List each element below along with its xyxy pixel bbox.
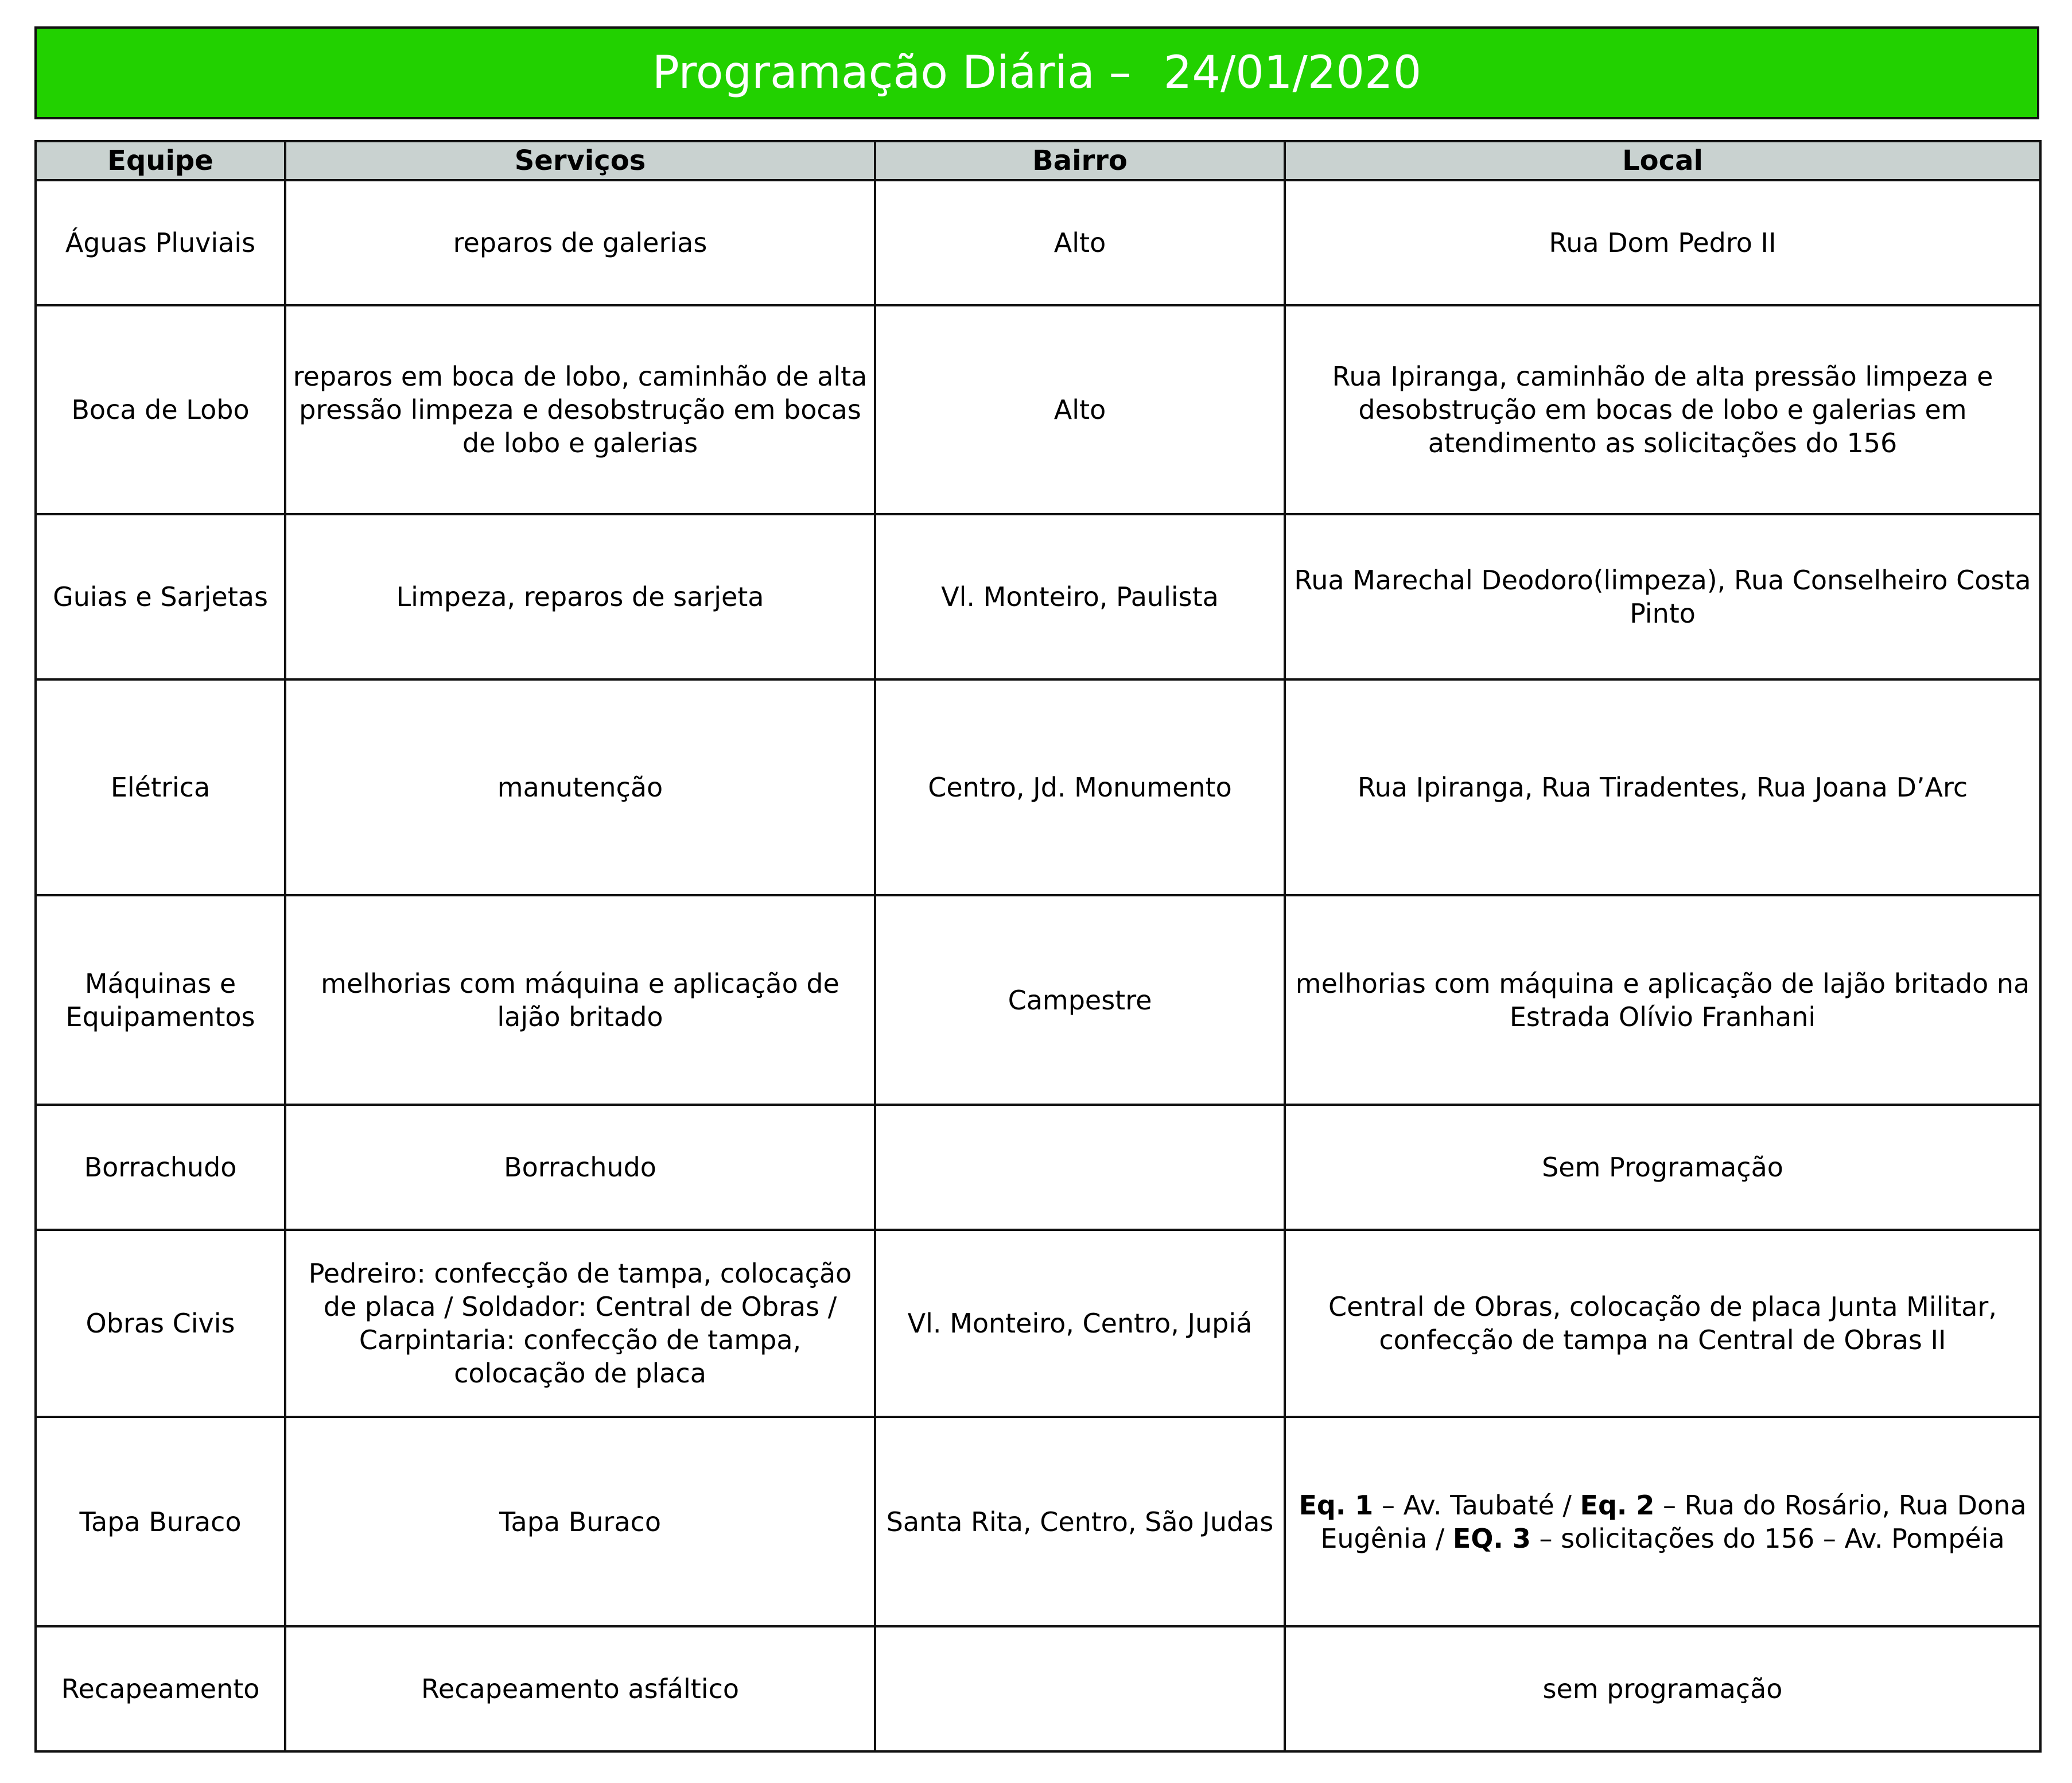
header-bairro: Bairro (875, 141, 1285, 180)
table-row (36, 1417, 2040, 1626)
cell-bairro: Centro, Jd. Monumento (875, 679, 1285, 895)
cell-local: Rua Ipiranga, Rua Tiradentes, Rua Joana D’Arc (1285, 679, 2040, 895)
cell-bairro: Alto (875, 305, 1285, 514)
cell-local: Sem Programação (1285, 1105, 2040, 1230)
cell-local: sem programação (1285, 1626, 2040, 1751)
cell-bairro: Vl. Monteiro, Centro, Jupiá (875, 1230, 1285, 1417)
table-row (36, 305, 2040, 514)
team-text-eq3: – solicitações do 156 – Av. Pompéia (1530, 1522, 2005, 1554)
cell-local: Rua Ipiranga, caminhão de alta pressão limpeza e desobstrução em bocas de lobo e galerias em atendimento as solicitações do 156 (1285, 305, 2040, 514)
cell-servicos: Pedreiro: confecção de tampa, colocação de placa / Soldador: Central de Obras / Carpintaria: confecção de tampa, colocação de placa (285, 1230, 875, 1417)
cell-equipe: Recapeamento (36, 1626, 285, 1751)
table-row (36, 180, 2040, 305)
cell-equipe: Máquinas e Equipamentos (36, 895, 285, 1105)
cell-bairro (875, 1626, 1285, 1751)
page-title (34, 26, 2039, 119)
cell-bairro: Santa Rita, Centro, São Judas (875, 1417, 1285, 1626)
cell-local: Rua Marechal Deodoro(limpeza), Rua Conselheiro Costa Pinto (1285, 514, 2040, 679)
cell-equipe: Elétrica (36, 679, 285, 895)
header-local: Local (1285, 141, 2040, 180)
cell-bairro (875, 1105, 1285, 1230)
table-row (36, 1230, 2040, 1417)
cell-equipe: Tapa Buraco (36, 1417, 285, 1626)
table-row (36, 1626, 2040, 1751)
cell-servicos: Recapeamento asfáltico (285, 1626, 875, 1751)
table-row (36, 514, 2040, 679)
cell-bairro: Vl. Monteiro, Paulista (875, 514, 1285, 679)
team-label-eq2: Eq. 2 (1580, 1489, 1655, 1521)
cell-equipe: Boca de Lobo (36, 305, 285, 514)
cell-servicos: reparos de galerias (285, 180, 875, 305)
table-row (36, 1105, 2040, 1230)
table-row (36, 679, 2040, 895)
title-label: Programação Diária – (652, 47, 1132, 99)
cell-local: melhorias com máquina e aplicação de lajão britado na Estrada Olívio Franhani (1285, 895, 2040, 1105)
team-label-eq3: EQ. 3 (1452, 1522, 1531, 1554)
schedule-table (34, 140, 2042, 1753)
title-date: 24/01/2020 (1163, 47, 1422, 99)
cell-servicos: Borrachudo (285, 1105, 875, 1230)
team-label-eq1: Eq. 1 (1299, 1489, 1374, 1521)
cell-servicos: reparos em boca de lobo, caminhão de alta pressão limpeza e desobstrução em bocas de lobo e galerias (285, 305, 875, 514)
team-text-eq1: – Av. Taubaté / (1373, 1489, 1580, 1521)
cell-bairro: Alto (875, 180, 1285, 305)
cell-equipe: Águas Pluviais (36, 180, 285, 305)
team-text-eq2: – Rua do Rosário, Rua Dona Eugênia / (1320, 1489, 2027, 1554)
cell-local: Central de Obras, colocação de placa Junta Militar, confecção de tampa na Central de Obras II (1285, 1230, 2040, 1417)
cell-local: Rua Dom Pedro II (1285, 180, 2040, 305)
cell-servicos: manutenção (285, 679, 875, 895)
header-equipe: Equipe (36, 141, 285, 180)
cell-servicos: melhorias com máquina e aplicação de lajão britado (285, 895, 875, 1105)
cell-equipe: Guias e Sarjetas (36, 514, 285, 679)
cell-servicos: Limpeza, reparos de sarjeta (285, 514, 875, 679)
cell-equipe: Borrachudo (36, 1105, 285, 1230)
table-row (36, 895, 2040, 1105)
cell-servicos: Tapa Buraco (285, 1417, 875, 1626)
cell-bairro: Campestre (875, 895, 1285, 1105)
cell-equipe: Obras Civis (36, 1230, 285, 1417)
header-servicos: Serviços (285, 141, 875, 180)
table-header-row (36, 141, 2040, 180)
cell-local (1285, 1417, 2040, 1626)
